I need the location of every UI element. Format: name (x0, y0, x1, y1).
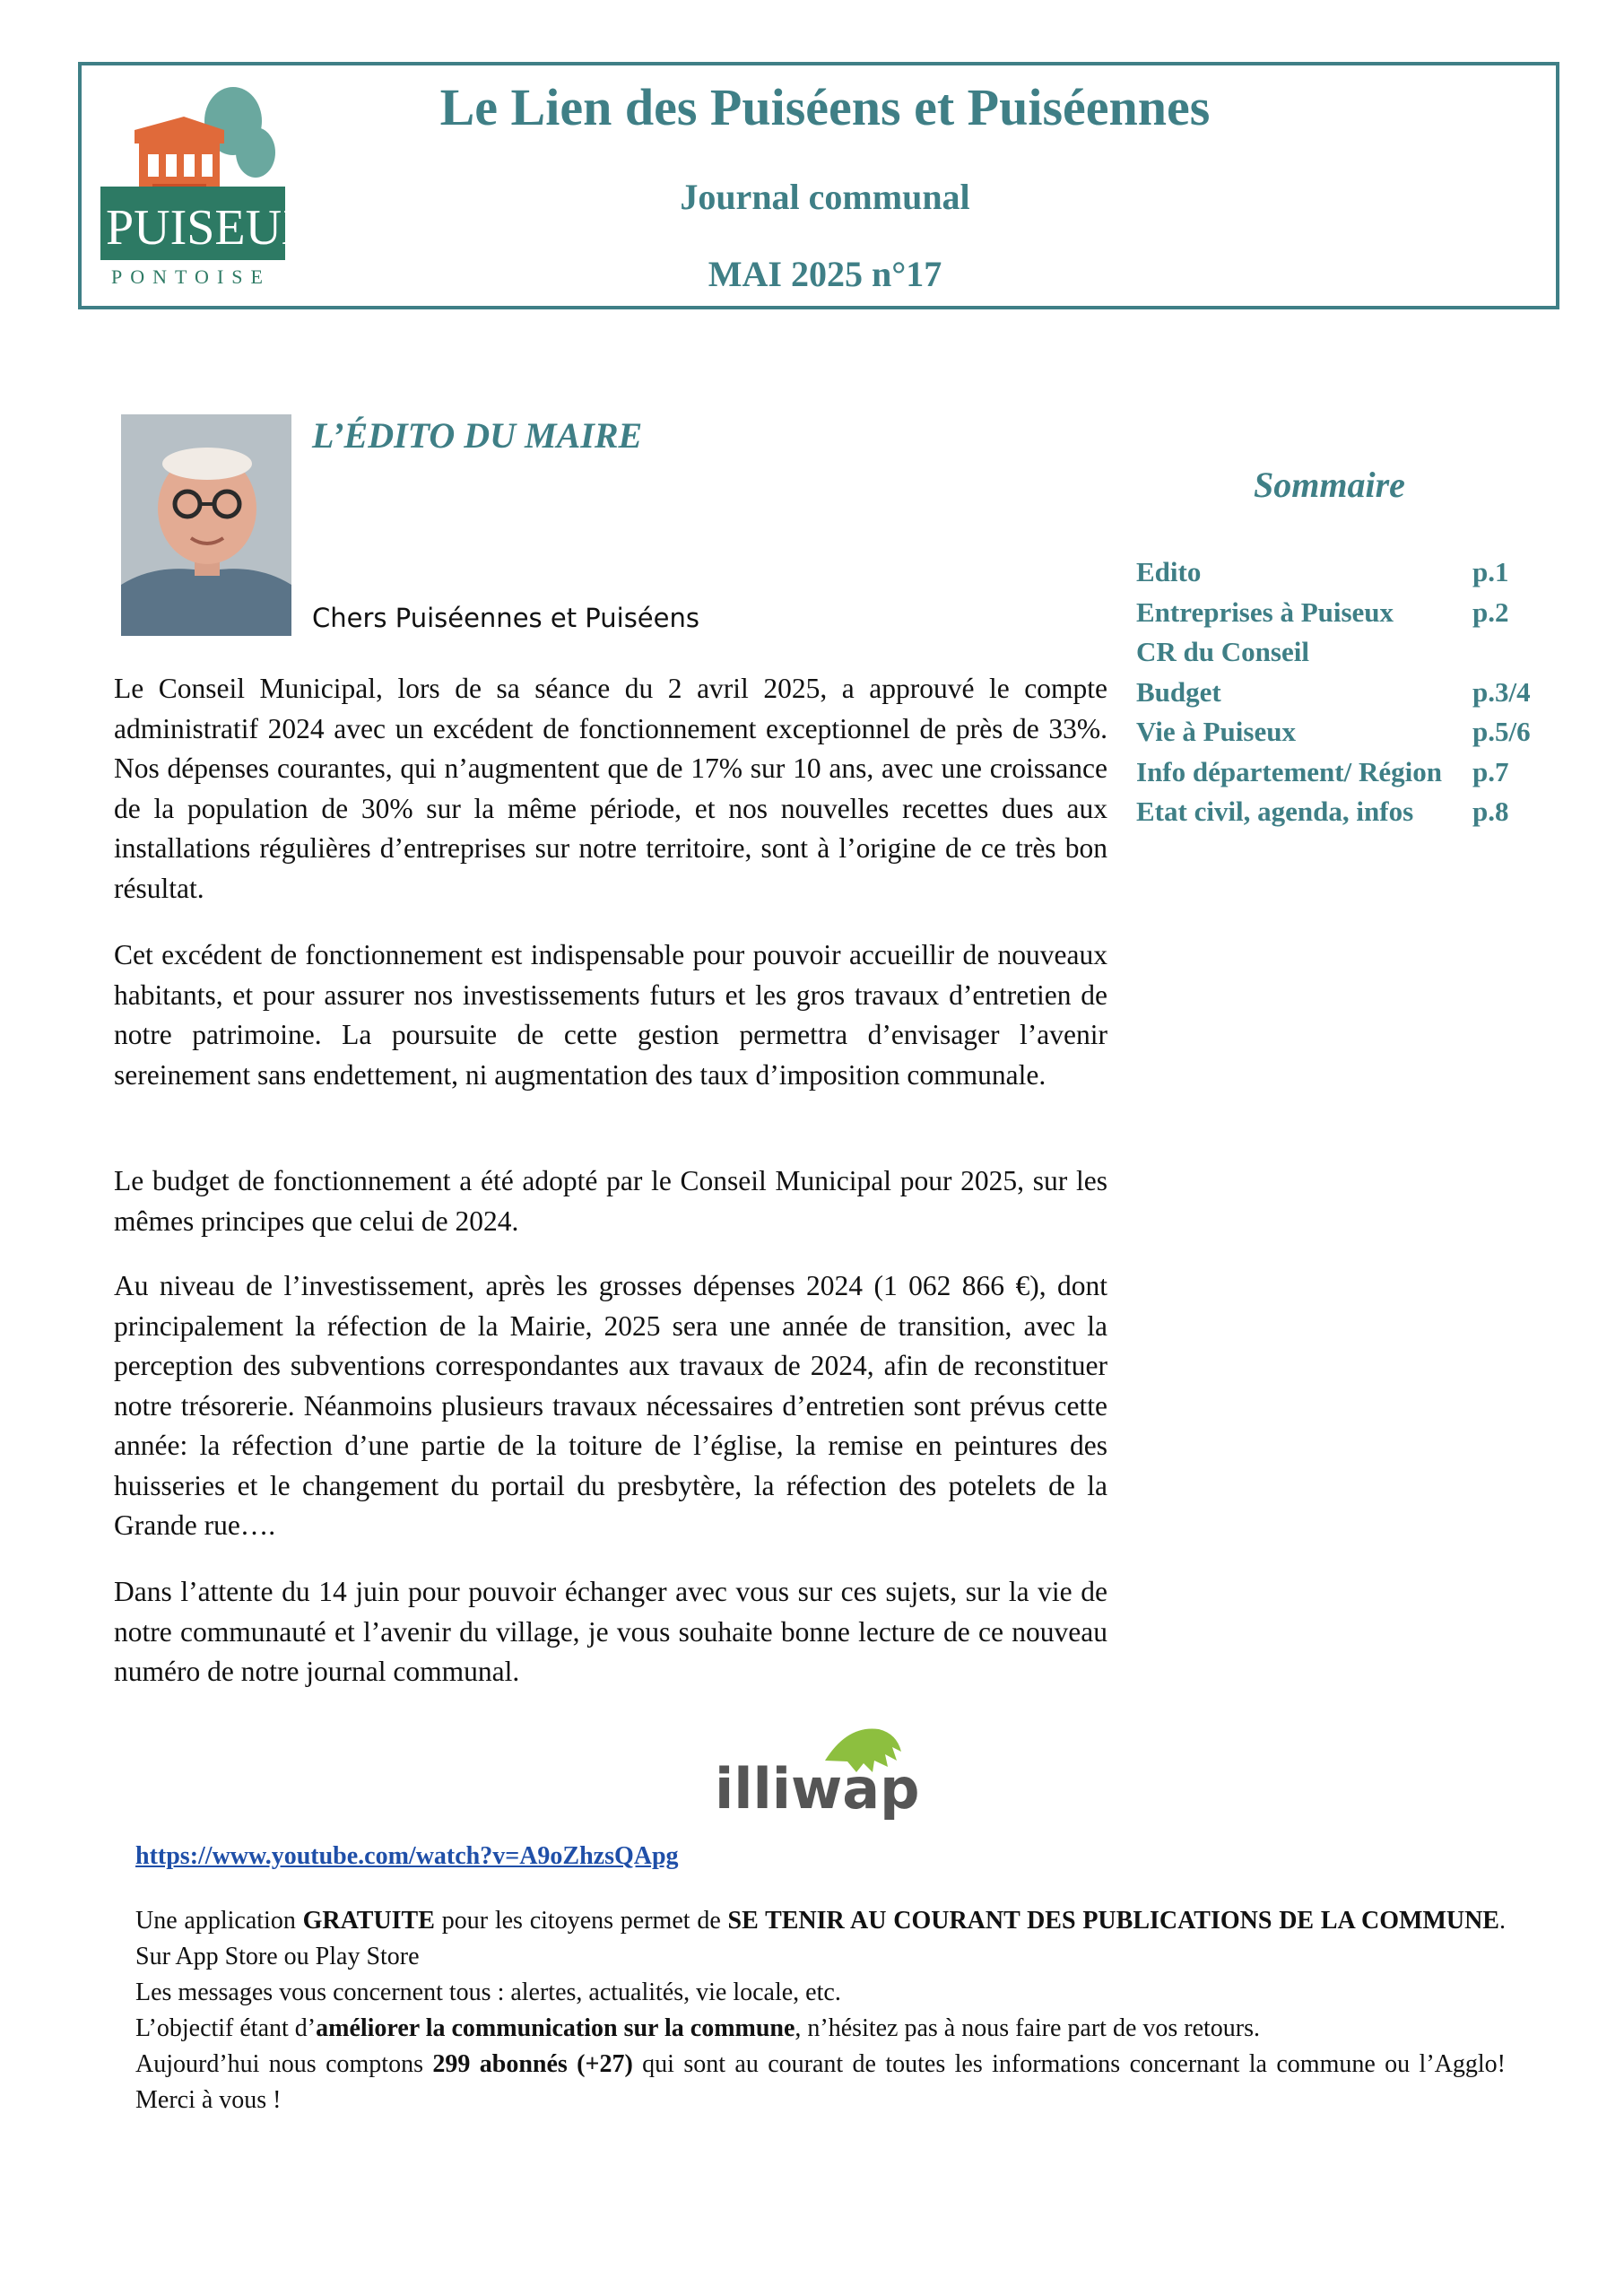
toc-item[interactable] (1136, 632, 1549, 673)
edito-paragraph (114, 1266, 1107, 1546)
edito-paragraph (114, 669, 1107, 909)
info-text: L’objectif étant d’ (135, 2014, 317, 2042)
toc-label: Vie à Puiseux (1136, 716, 1296, 747)
info-line: Les messages vous concernent tous : alertes, actualités, vie locale, etc. (135, 1979, 841, 2006)
paragraph-text: Le budget de fonctionnement a été adopté par le Conseil Municipal pour 2025, sur les mêmes principes que celui de 2024. (114, 1165, 1107, 1237)
paragraph-text: Le Conseil Municipal, lors de sa séance du 2 avril 2025, a approuvé le compte administratif 2024 avec un excédent de fonctionnement exceptionnel de près de 33%. Nos dépenses courantes, qui n’augmentent que de 17% sur 10 ans, avec une croissance de la population de 30% sur la même période, et nos nouvelles recettes dues aux installations régulières d’entreprises sur notre territoire, sont à l’origine de ce très bon résultat. (114, 673, 1107, 904)
info-text: , n’hésitez pas à nous faire part de vos retours. (795, 2014, 1261, 2042)
logo-main-text: PUISEUX (106, 200, 318, 256)
toc-item[interactable] (1136, 712, 1549, 752)
info-text: pour les citoyens permet de (434, 1907, 728, 1935)
toc-page: p.5/6 (1472, 716, 1531, 747)
illiwap-logo (713, 1720, 920, 1822)
info-text: Une application (135, 1907, 303, 1935)
page-title: Le Lien des Puiséens et Puiséennes (439, 78, 1211, 136)
table-of-contents (1136, 552, 1549, 832)
toc-page: p.2 (1472, 596, 1509, 628)
toc-label: Etat civil, agenda, infos (1136, 796, 1414, 827)
info-line (135, 2047, 1506, 2118)
paragraph-text: Au niveau de l’investissement, après les grosses dépenses 2024 (1 062 866 €), dont principalement la réfection de la Mairie, 2025 sera une année de transition, avec la perception des subventions correspondantes aux travaux de 2024, afin de reconstituer notre trésorerie. Néanmoins plusieurs travaux nécessaires d’entretien sont prévus cette année: la réfection d’une partie de la toiture de l’église, la remise en peintures des huisseries et le changement du portail du presbytère, la réfection des potelets de la Grande rue…. (114, 1270, 1107, 1541)
info-text: Aujourd’hui nous comptons (135, 2050, 433, 2078)
puiseux-pontoise-logo (99, 81, 318, 291)
toc-page: p.3/4 (1472, 675, 1531, 708)
paragraph-text: Dans l’attente du 14 juin pour pouvoir échanger avec vous sur ces sujets, sur la vie de notre communauté et l’avenir du village, je vous souhaite bonne lecture de ce nouveau numéro de notre journal communal. (114, 1576, 1107, 1687)
toc-item[interactable] (1136, 752, 1549, 793)
info-line (135, 1903, 1506, 1975)
toc-item[interactable] (1136, 593, 1549, 633)
mayor-photo (121, 414, 291, 636)
info-line (135, 2011, 1506, 2047)
edito-paragraph (114, 1572, 1107, 1692)
toc-item[interactable] (1136, 792, 1549, 832)
info-bold: améliorer la communication sur la commune (316, 2014, 795, 2042)
edito-paragraph (114, 935, 1107, 1095)
info-bold: SE TENIR AU COURANT DES PUBLICATIONS DE LA COMMUNE (727, 1907, 1499, 1935)
info-bold: 299 abonnés (+27) (432, 2050, 633, 2078)
toc-label: Entreprises à Puiseux (1136, 596, 1394, 628)
info-text: . Sur App Store ou Play Store (135, 1907, 1506, 1970)
edito-title: L’ÉDITO DU MAIRE (312, 415, 643, 456)
info-bold: GRATUITE (302, 1907, 435, 1935)
toc-page: p.7 (1472, 755, 1509, 787)
youtube-link[interactable]: https://www.youtube.com/watch?v=A9oZhzsQApg (135, 1842, 679, 1870)
toc-label: CR du Conseil (1136, 636, 1309, 667)
toc-page: p.8 (1472, 796, 1509, 827)
paragraph-text: Cet excédent de fonctionnement est indispensable pour pouvoir accueillir de nouveaux habitants, et pour assurer nos investissements futurs et les gros travaux d’entretien de notre patrimoine. La poursuite de cette gestion permettra d’envisager l’avenir sereinement sans endettement, ni augmentation des taux d’imposition communale. (114, 939, 1107, 1091)
issue-label: MAI 2025 n°17 (708, 254, 942, 294)
page-subtitle: Journal communal (680, 177, 970, 217)
illiwap-logo-text: illiwap (715, 1756, 920, 1822)
sommaire-title: Sommaire (1254, 465, 1405, 505)
edito-paragraph (114, 1161, 1107, 1241)
info-text: qui sont au courant de toutes les informations concernant la commune ou l’Agglo! Merci à vous ! (135, 2050, 1506, 2114)
toc-label: Info département/ Région (1136, 755, 1442, 787)
toc-label: Budget (1136, 675, 1221, 708)
illiwap-info (135, 1903, 1506, 2118)
logo-sub-text: PONTOISE (111, 265, 271, 288)
toc-item[interactable] (1136, 673, 1549, 713)
toc-item[interactable] (1136, 552, 1549, 593)
toc-label: Edito (1136, 556, 1202, 587)
edito-greeting: Chers Puiséennes et Puiséens (312, 603, 699, 633)
toc-page: p.1 (1472, 556, 1509, 587)
